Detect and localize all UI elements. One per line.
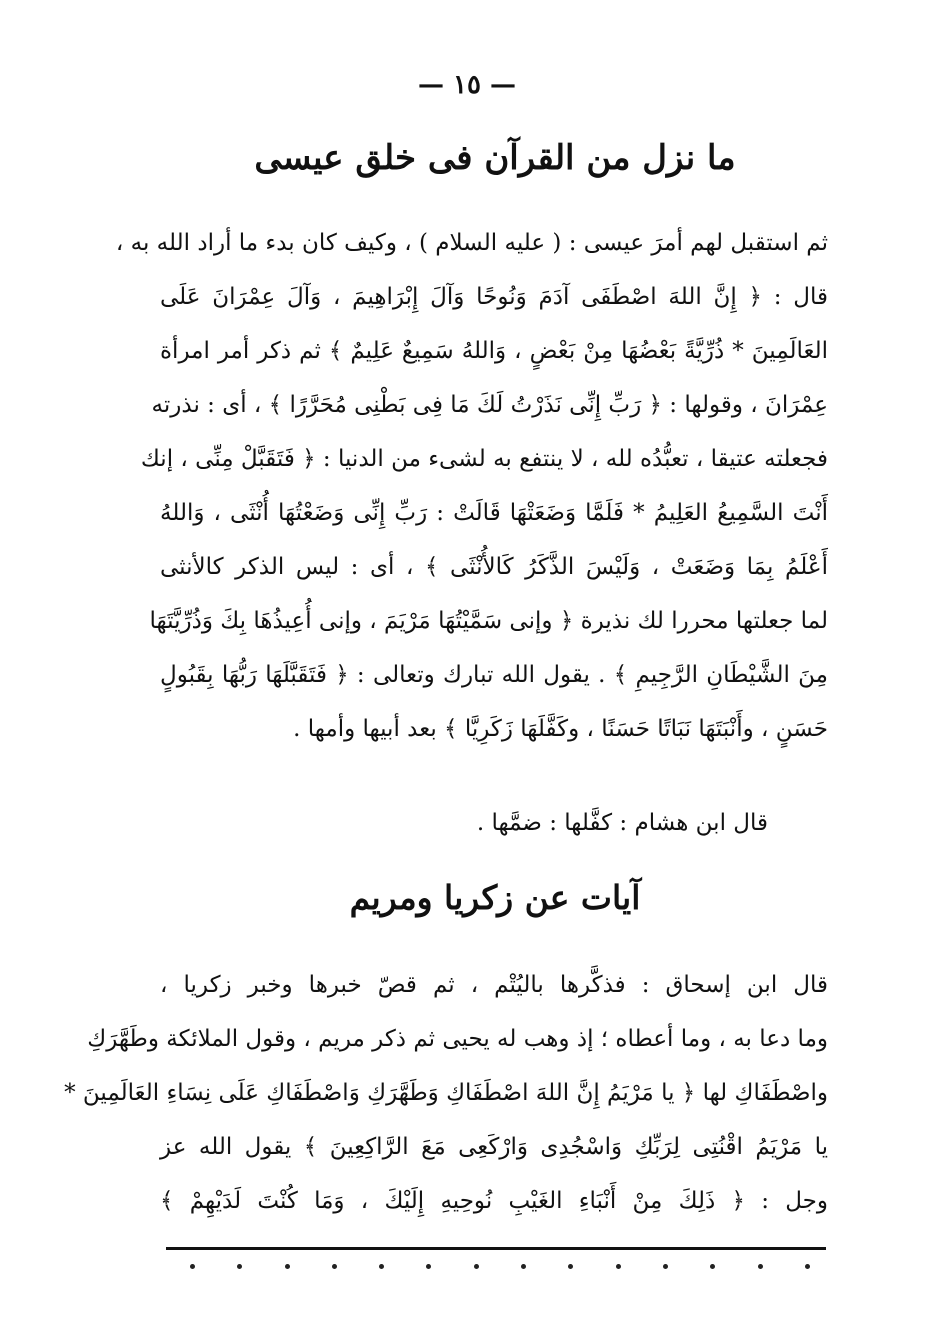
footnote-divider [166,1247,826,1250]
dot-mark [379,1264,384,1269]
dot-mark [474,1264,479,1269]
text-line: قال ابن هشام : كفَّلها : ضمَّها . [476,810,768,836]
dot-mark [568,1264,573,1269]
paragraph-zakariya-maryam [64,958,828,1228]
dot-mark [190,1264,195,1269]
dot-mark [426,1264,431,1269]
section-heading-zakariya-maryam: آيات عن زكريا ومريم [349,878,641,917]
text-line: حَسَنٍ ، وأَنْبَتَهَا نَبَاتًا حَسَنًا ، وكَفَّلَهَا زَكَرِيَّا ﴾ بعد أبيها وأمها . [293,716,828,742]
text-line: مِنَ الشَّيْطَانِ الرَّجِيمِ ﴾ . يقول الله تبارك وتعالى : ﴿ فَتَقَبَّلَهَا رَبُّهَا بِقَبُولٍ [160,662,828,688]
paragraph-ibn-hisham-note [160,796,828,850]
dot-mark [521,1264,526,1269]
page-number: — ١٥ — [417,70,517,100]
dot-mark [710,1264,715,1269]
text-line: ثم استقبل لهم أمرَ عيسى : ( عليه السلام ) ، وكيف كان بدء ما أراد الله به ، [115,230,828,256]
dot-mark [805,1264,810,1269]
text-line: العَالَمِينَ * ذُرِّيَّةً بَعْضُهَا مِنْ بَعْضٍ ، وَاللهُ سَمِيعٌ عَلِيمٌ ﴾ ثم ذكر أمر امرأة [160,338,828,364]
text-line: فجعلته عتيقا ، تعبُّدُه لله ، لا ينتفع به لشىء من الدنيا : ﴿ فَتَقَبَّلْ مِنِّى ، إنك [140,446,828,472]
text-line: قال ابن إسحاق : فذكَّرها باليُتْم ، ثم قصّ خبرها وخبر زكريا ، [160,972,828,998]
text-line: أَنْتَ السَّمِيعُ العَلِيمُ * فَلَمَّا وَضَعَتْهَا قَالَتْ : رَبِّ إِنِّى وَضَعْتُهَا أُنْثَى ، وَاللهُ [160,500,828,526]
dot-mark [758,1264,763,1269]
text-line: يا مَرْيَمُ اقْنُتِى لِرَبِّكِ وَاسْجُدِى وَارْكَعِى مَعَ الرَّاكِعِينَ ﴾ يقول الله عز [160,1134,828,1160]
text-line: وجل : ﴿ ذَلِكَ مِنْ أَنْبَاءِ الغَيْبِ نُوحِيهِ إِلَيْكَ ، وَمَا كُنْتَ لَدَيْهِمْ ﴾ [160,1188,828,1214]
dot-mark [663,1264,668,1269]
text-line: قال : ﴿ إِنَّ اللهَ اصْطَفَى آدَمَ وَنُوحًا وَآلَ إِبْرَاهِيمَ ، وَآلَ عِمْرَانَ عَلَى [160,284,828,310]
section-heading-creation-of-jesus: ما نزل من القرآن فى خلق عيسى [254,138,736,178]
dot-mark [332,1264,337,1269]
text-line: لما جعلتها محررا لك نذيرة ﴿ وإنى سَمَّيْتُهَا مَرْيَمَ ، وإنى أُعِيذُهَا بِكَ وَذُرِّيَّتَهَا [149,608,828,634]
text-line: وما دعا به ، وما أعطاه ؛ إذ وهب له يحيى ثم ذكر مريم ، وقول الملائكة وطَهَّرَكِ [87,1026,828,1052]
dot-mark [285,1264,290,1269]
text-line: أَعْلَمُ بِمَا وَضَعَتْ ، وَلَيْسَ الذَّكَرُ كَالأُنْثَى ﴾ ، أى : ليس الذكر كالأنثى [160,554,828,580]
dot-mark [616,1264,621,1269]
dot-mark [237,1264,242,1269]
text-line: واصْطَفَاكِ لها ﴿ يا مَرْيَمُ إِنَّ اللهَ اصْطَفَاكِ وَطَهَّرَكِ وَاصْطَفَاكِ عَلَى نِسَاءِ العَالَمِينَ * [64,1080,828,1106]
footnote-dots [190,1264,810,1269]
text-line: عِمْرَانَ ، وقولها : ﴿ رَبِّ إِنِّى نَذَرْتُ لَكَ مَا فِى بَطْنِى مُحَرَّرًا ﴾ ، أى : نذرته [151,392,828,418]
paragraph-creation-of-jesus [115,216,828,756]
